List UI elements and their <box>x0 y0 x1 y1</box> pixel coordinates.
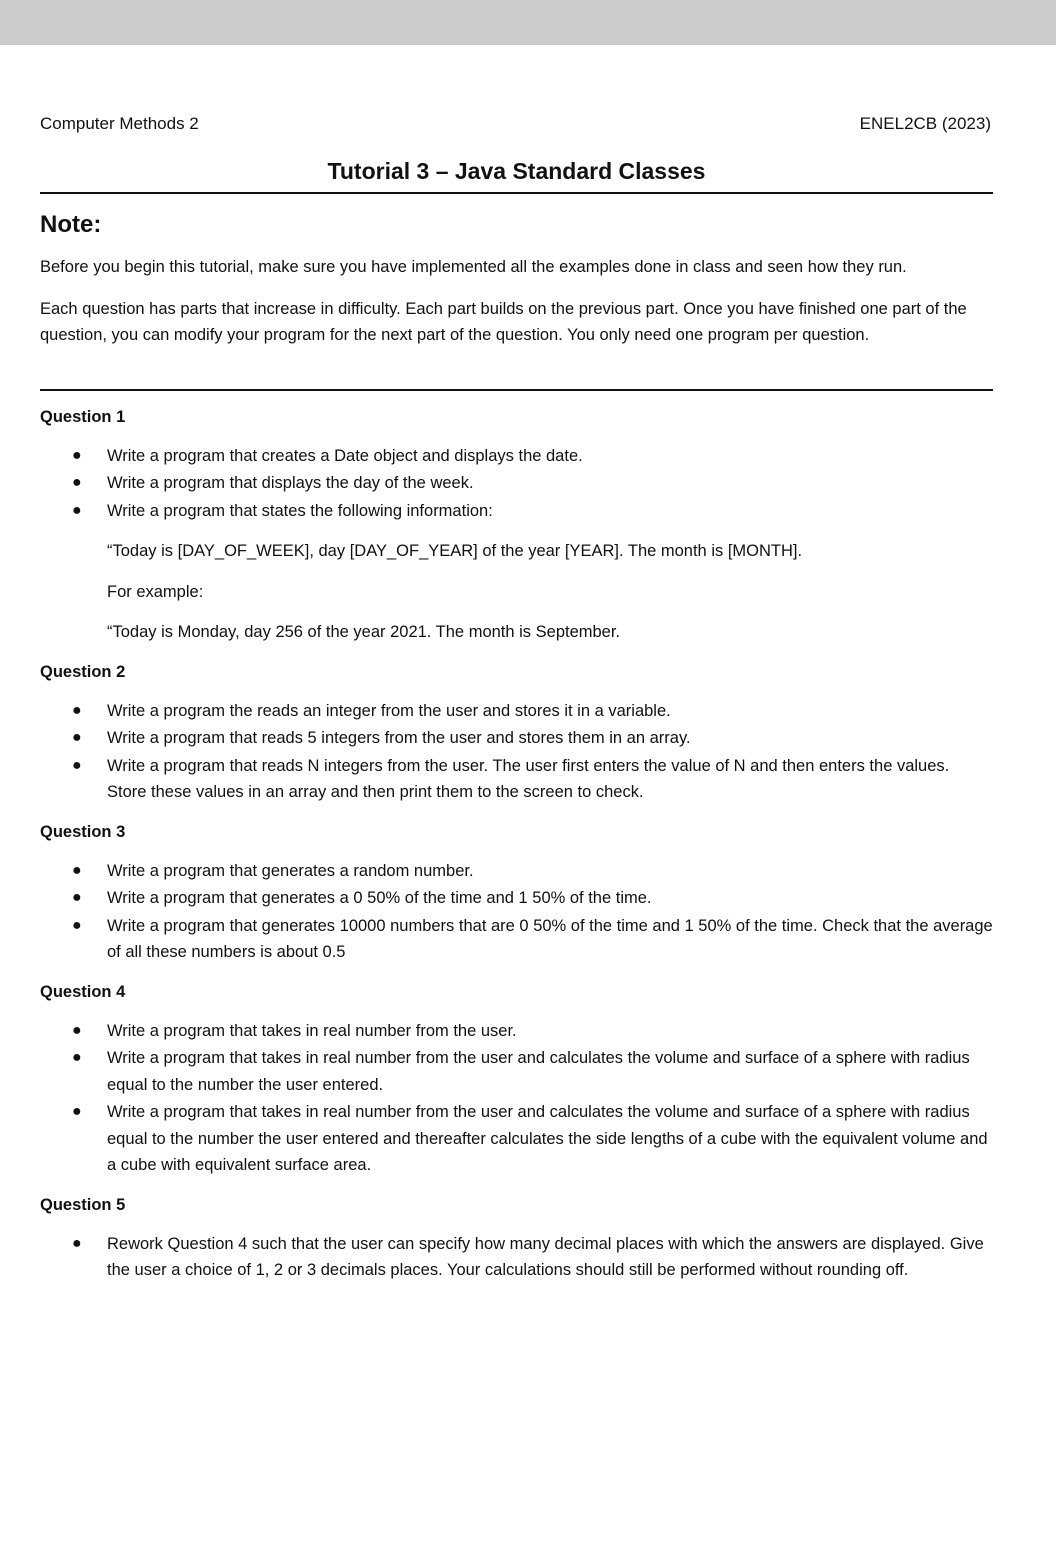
bullet-icon: ● <box>72 501 82 519</box>
question-items <box>40 698 993 806</box>
bullet-icon: ● <box>72 446 82 464</box>
note-paragraph: Before you begin this tutorial, make sure you have implemented all the examples done in class and seen how they run. <box>40 258 907 276</box>
list-item: ● Rework Question 4 such that the user can specify how many decimal places with which the answers are displayed. Give the user a choice of 1, 2 or 3 decimals places. Your calculations should still be performed without rounding off. <box>40 1231 993 1284</box>
bullet-icon: ● <box>72 1021 82 1039</box>
bullet-icon: ● <box>72 1103 82 1120</box>
question-1 <box>40 405 993 646</box>
bullet-icon: ● <box>72 889 82 906</box>
bullet-icon: ● <box>72 916 82 934</box>
bullet-icon: ● <box>72 756 82 774</box>
note-heading: Note: <box>40 211 102 238</box>
bullet-icon: ● <box>72 861 82 879</box>
list-item: ● Write a program that generates a random number. <box>40 858 993 885</box>
list-item: ● Write a program that reads N integers from the user. The user first enters the value of N and then enters the values. Store these values in an array and then print them to the screen to check. <box>40 753 993 806</box>
page-header <box>40 112 993 136</box>
bullet-icon: ● <box>72 701 82 719</box>
bullet-icon: ● <box>72 1049 82 1066</box>
question-items <box>40 1018 993 1179</box>
course-code: ENEL2CB (2023) <box>859 114 991 133</box>
list-item: ● Write a program that generates a 0 50% of the time and 1 50% of the time. <box>40 885 993 912</box>
document-page <box>40 112 993 1285</box>
example-template: “Today is [DAY_OF_WEEK], day [DAY_OF_YEAR] of the year [YEAR]. The month is [MONTH]. <box>107 542 803 560</box>
question-heading: Question 3 <box>40 822 126 841</box>
question-heading: Question 5 <box>40 1195 126 1214</box>
example-text: “Today is Monday, day 256 of the year 2021. The month is September. <box>107 623 621 641</box>
list-item: ● Write a program that takes in real number from the user and calculates the volume and surface of a sphere with radius equal to the number the user entered. <box>40 1045 993 1098</box>
list-item: ● Write a program that displays the day of the week. <box>40 470 993 497</box>
question-5 <box>40 1193 993 1284</box>
top-gray-band <box>0 0 1056 45</box>
list-item: ● Write a program that takes in real number from the user. <box>40 1018 993 1045</box>
list-item: ● Write a program that generates 10000 numbers that are 0 50% of the time and 1 50% of the time. Check that the average of all these numbers is about 0.5 <box>40 913 993 966</box>
question-heading: Question 1 <box>40 407 126 426</box>
question-items <box>40 443 993 525</box>
bullet-icon: ● <box>72 729 82 746</box>
question-items <box>40 1231 993 1284</box>
bullet-icon: ● <box>72 474 82 491</box>
question-3 <box>40 820 993 966</box>
list-item: ● Write a program that takes in real number from the user and calculates the volume and surface of a sphere with radius equal to the number the user entered and thereafter calculates the side lengths of a cube with the equivalent volume and a cube with equivalent surface area. <box>40 1099 993 1179</box>
question-heading: Question 4 <box>40 982 126 1001</box>
example-block <box>40 538 993 646</box>
list-item: ● Write a program that reads 5 integers from the user and stores them in an array. <box>40 725 993 752</box>
course-name: Computer Methods 2 <box>40 114 199 133</box>
note-paragraph: Each question has parts that increase in difficulty. Each part builds on the previous part. Once you have finished one part of the question, you can modify your program for the next part of the question. You only need one program per question. <box>40 299 967 344</box>
list-item: ● Write a program that creates a Date object and displays the date. <box>40 443 993 470</box>
list-item: ● Write a program the reads an integer from the user and stores it in a variable. <box>40 698 993 725</box>
bullet-icon: ● <box>72 1234 82 1252</box>
question-4 <box>40 980 993 1179</box>
section-divider <box>40 389 993 391</box>
question-items <box>40 858 993 966</box>
question-2 <box>40 660 993 806</box>
question-heading: Question 2 <box>40 662 126 681</box>
page-title: Tutorial 3 – Java Standard Classes <box>40 156 993 194</box>
example-label: For example: <box>107 582 204 601</box>
list-item: ● Write a program that states the following information: <box>40 498 993 525</box>
